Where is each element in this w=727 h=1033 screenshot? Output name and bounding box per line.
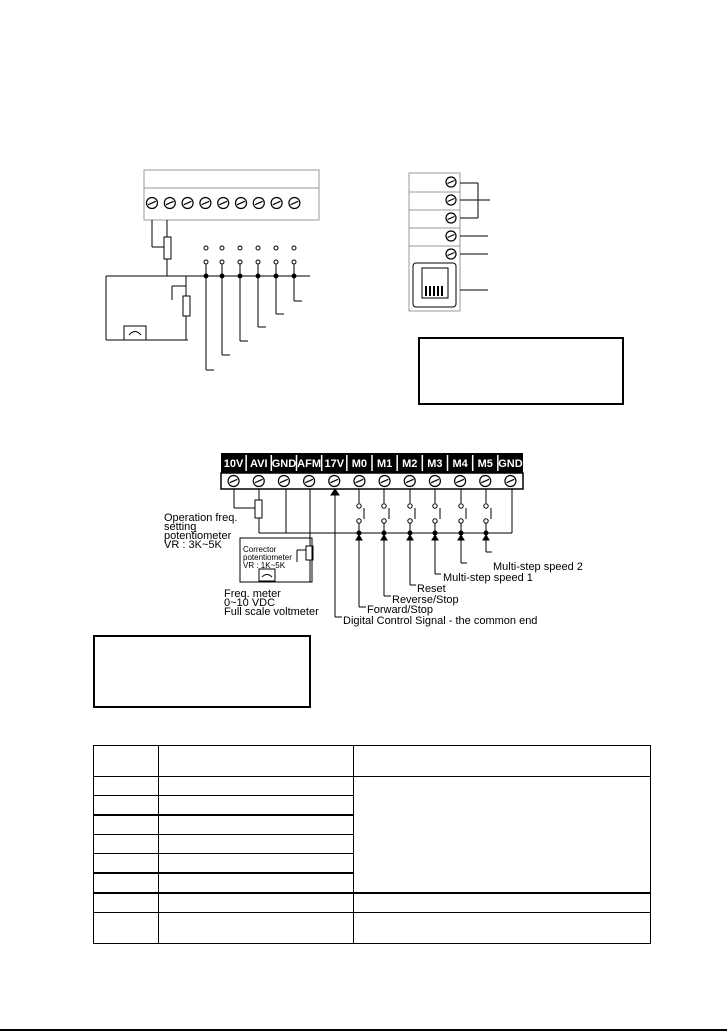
note-box-bottom — [93, 635, 311, 708]
terminal-screw — [404, 476, 415, 487]
corrector-label-1: Corrector — [243, 545, 277, 554]
footer-rule — [0, 1029, 727, 1031]
table-row — [94, 913, 651, 944]
tl-switch — [274, 246, 278, 278]
terminal-label: 10V — [223, 458, 244, 470]
tr-screw — [446, 231, 456, 241]
terminal-screw — [228, 476, 239, 487]
digital-input-switch — [407, 489, 415, 540]
tl-screw — [253, 198, 264, 209]
terminal-screw — [455, 476, 466, 487]
op-pot-label-4: VR : 3K~5K — [164, 539, 222, 551]
table-row — [94, 777, 651, 796]
tl-screw — [289, 198, 300, 209]
top-left-terminal-block — [144, 170, 319, 220]
terminal-screw — [253, 476, 264, 487]
tl-screw — [200, 198, 211, 209]
terminal-label: M5 — [477, 458, 493, 470]
tl-screw — [182, 198, 193, 209]
tl-screw — [271, 198, 282, 209]
tl-meter — [124, 326, 146, 340]
tl-switch — [238, 246, 242, 278]
terminal-label: M4 — [452, 458, 468, 470]
tl-screw — [164, 198, 175, 209]
corrector-label-3: VR : 1K~5K — [243, 561, 286, 570]
digital-input-switch — [432, 489, 440, 540]
terminal-screw — [278, 476, 289, 487]
main-terminal-strip — [221, 453, 523, 489]
tl-screw — [218, 198, 229, 209]
tl-screw — [147, 198, 158, 209]
terminal-label: M2 — [402, 458, 418, 470]
tr-screw — [446, 177, 456, 187]
meter-label-2: 0~10 VDC — [224, 597, 276, 609]
note-box-top — [418, 337, 624, 405]
digital-input-switch — [483, 489, 491, 540]
spec-table — [93, 745, 651, 944]
op-pot-label-1: Operation freq. — [164, 512, 238, 524]
meter-label-1: Freq. meter — [224, 588, 281, 600]
tl-switch — [292, 246, 296, 278]
multi-step-2-label: Multi-step speed 2 — [493, 561, 583, 573]
tl-switch — [256, 246, 260, 278]
terminal-screw — [505, 476, 516, 487]
terminal-screw-row — [221, 473, 523, 489]
tl-switch — [204, 246, 208, 278]
terminal-screw — [329, 476, 340, 487]
digital-input-switch — [381, 489, 389, 540]
terminal-label: AFM — [297, 458, 321, 470]
table-row — [94, 893, 651, 913]
terminal-label: M1 — [376, 458, 393, 470]
tr-screw — [446, 195, 456, 205]
terminal-screw — [304, 476, 315, 487]
top-left-terminal-diagram — [106, 170, 319, 370]
terminal-label: M0 — [351, 458, 368, 470]
op-pot-label-2: setting — [164, 521, 197, 533]
digital-input-switch — [356, 489, 364, 540]
table-row — [94, 746, 651, 777]
reverse-stop-label: Reverse/Stop — [392, 594, 459, 606]
terminal-label: AVI — [249, 458, 268, 470]
meter-label-3: Full scale voltmeter — [224, 606, 319, 618]
terminal-screw — [480, 476, 491, 487]
op-pot-label-3: potentiometer — [164, 530, 232, 542]
terminal-screw — [429, 476, 440, 487]
terminal-label: GND — [498, 458, 523, 470]
tr-screw — [446, 249, 456, 259]
terminal-label: 17V — [324, 458, 345, 470]
forward-stop-label: Forward/Stop — [367, 604, 434, 616]
terminal-label: GND — [271, 458, 297, 470]
terminal-label: M3 — [427, 458, 443, 470]
digital-input-switch — [458, 489, 466, 540]
top-right-relay-terminal — [409, 173, 490, 311]
tl-screw — [236, 198, 247, 209]
tl-corrector-pot — [183, 296, 190, 316]
corrector-label-2: potentiometer — [243, 553, 292, 562]
terminal-screw — [354, 476, 365, 487]
multi-step-1-label: Multi-step speed 1 — [443, 572, 533, 584]
main-annotations — [164, 512, 583, 627]
tr-screw — [446, 213, 456, 223]
tl-pot-resistor — [164, 237, 171, 259]
reset-label: Reset — [417, 583, 446, 595]
operation-freq-pot — [255, 500, 262, 518]
tl-switch — [220, 246, 224, 278]
common-end-label: Digital Control Signal - the common end — [343, 615, 538, 627]
terminal-screw — [379, 476, 390, 487]
